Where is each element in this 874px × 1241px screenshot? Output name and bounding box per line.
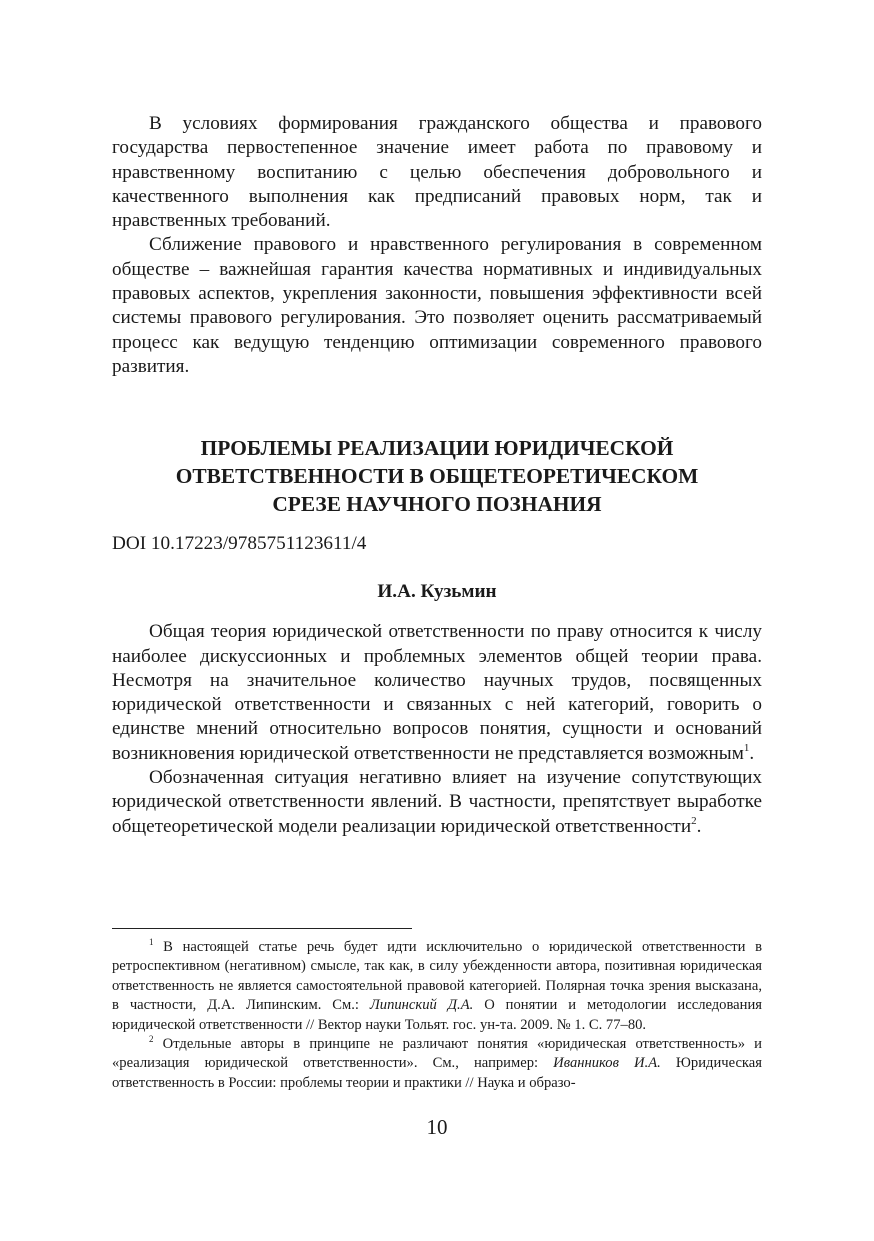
article-title: [112, 434, 762, 518]
paragraph-1-text: Общая теория юридической ответственности по праву относится к числу наиболее дискуссионных и проблемных элементов общей теории права. Несмотря на значительное количество научных трудов, посвященных юридической ответственности и связанных с ней категорий, говорить о единстве мнений относительно вопросов понятия, сущности и оснований возникновения юридической ответственности не представляется возможным: [112, 621, 762, 764]
article-title-line-3: СРЕЗЕ НАУЧНОГО ПОЗНАНИЯ: [272, 492, 602, 517]
footnotes: [112, 938, 762, 1093]
footnote-2-rest: Юридическая ответственность в России: проблемы теории и практики // Наука и образо-: [112, 1055, 762, 1091]
intro-paragraph-1: В условиях формирования гражданского общества и правового государства первостепенное значение имеет работа по правовому и нравственному воспитанию с целью обеспечения добровольного и качественного выполнения как предписаний правовых норм, так и нравственных требований.: [112, 113, 762, 232]
footnote-1-text: В настоящей статье речь будет идти исключительно о юридической ответственности в ретроспективном (негативном) смысле, так как, в силу убежденности автора, позитивная юридическая ответственность не является самостоятельной правовой категорией. Полярная точка зрения высказана, в частности, Д.А. Липинским. См.:: [112, 939, 762, 1014]
footnote-divider: [112, 928, 412, 929]
doi-line: DOI 10.17223/9785751123611/4: [112, 533, 367, 555]
footnote-ref-2[interactable]: 2: [691, 814, 697, 827]
article-paragraph-1: [112, 620, 762, 766]
paragraph-2-end: .: [696, 815, 702, 837]
intro-section: [112, 112, 762, 379]
footnote-2-author: Иванников И.А.: [553, 1055, 661, 1072]
footnote-1-rest: О понятии и методологии исследования юридической ответственности // Вектор науки Тольят. гос. ун-та. 2009. № 1. С. 77–80.: [112, 997, 762, 1033]
page-number: 10: [426, 1115, 448, 1139]
author-name: И.А. Кузьмин: [377, 581, 497, 603]
footnote-2-text: Отдельные авторы в принципе не различают понятия «юридическая ответственность» и «реализация юридической ответственности». См., например:: [112, 1036, 762, 1072]
footnote-ref-1[interactable]: 1: [743, 741, 750, 754]
article-title-line-1: ПРОБЛЕМЫ РЕАЛИЗАЦИИ ЮРИДИЧЕСКОЙ: [200, 436, 674, 461]
footnote-2-number: 2: [149, 1034, 154, 1045]
article-title-line-2: ОТВЕТСТВЕННОСТИ В ОБЩЕТЕОРЕТИЧЕСКОМ: [175, 464, 699, 489]
article-body: [112, 620, 762, 839]
paragraph-2-text: Обозначенная ситуация негативно влияет на изучение сопутствующих юридической ответственности явлений. В частности, препятствует выработке общетеоретической модели реализации юридической ответственности: [112, 767, 762, 837]
paragraph-1-end: .: [749, 742, 755, 764]
footnote-1-number: 1: [149, 937, 154, 947]
page-body: [112, 112, 762, 839]
footnote-1-author: Липинский Д.А.: [369, 997, 474, 1014]
footnote-1: [112, 938, 762, 1035]
article-paragraph-2: [112, 766, 762, 839]
footnote-2: [112, 1035, 762, 1093]
intro-paragraph-2: Сближение правового и нравственного регулирования в современном обществе – важнейшая гарантия качества нормативных и индивидуальных правовых аспектов, укрепления законности, повышения эффективности всей системы правового регулирования. Это позволяет оценить рассматриваемый процесс как ведущую тенденцию оптимизации современного правового развития.: [112, 234, 762, 377]
